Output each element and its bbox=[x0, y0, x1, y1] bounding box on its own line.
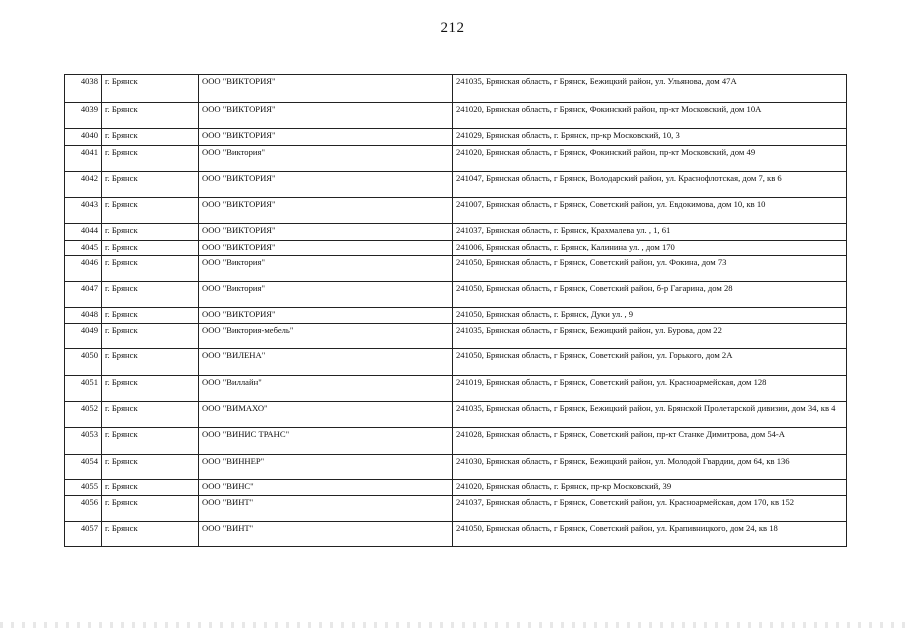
address-cell: 241020, Брянская область, г Брянск, Фокинский район, пр-кт Московский, дом 49 bbox=[453, 146, 847, 172]
row-number: 4042 bbox=[65, 172, 102, 198]
address-cell: 241007, Брянская область, г Брянск, Советский район, ул. Евдокимова, дом 10, кв 10 bbox=[453, 198, 847, 224]
row-number: 4039 bbox=[65, 103, 102, 129]
city-cell: г. Брянск bbox=[102, 480, 199, 496]
organization-cell: ООО "ВИНС" bbox=[199, 480, 453, 496]
organization-cell: ООО "ВИКТОРИЯ" bbox=[199, 129, 453, 146]
table-row bbox=[65, 428, 847, 455]
city-cell: г. Брянск bbox=[102, 75, 199, 103]
organization-cell: ООО "Виктория-мебель" bbox=[199, 324, 453, 349]
address-cell: 241047, Брянская область, г Брянск, Володарский район, ул. Краснофлотская, дом 7, кв 6 bbox=[453, 172, 847, 198]
organization-cell: ООО "ВИНТ" bbox=[199, 522, 453, 547]
row-number: 4057 bbox=[65, 522, 102, 547]
row-number: 4051 bbox=[65, 376, 102, 402]
city-cell: г. Брянск bbox=[102, 324, 199, 349]
address-cell: 241020, Брянская область, г. Брянск, пр-кр Московский, 39 bbox=[453, 480, 847, 496]
address-cell: 241037, Брянская область, г Брянск, Советский район, ул. Красноармейская, дом 170, кв 152 bbox=[453, 496, 847, 522]
table-row bbox=[65, 376, 847, 402]
table-row bbox=[65, 172, 847, 198]
table-row bbox=[65, 224, 847, 241]
city-cell: г. Брянск bbox=[102, 241, 199, 256]
table-row bbox=[65, 522, 847, 547]
city-cell: г. Брянск bbox=[102, 522, 199, 547]
address-cell: 241050, Брянская область, г Брянск, Советский район, ул. Крапивницкого, дом 24, кв 18 bbox=[453, 522, 847, 547]
address-cell: 241050, Брянская область, г Брянск, Советский район, б-р Гагарина, дом 28 bbox=[453, 282, 847, 308]
table-row bbox=[65, 349, 847, 376]
row-number: 4056 bbox=[65, 496, 102, 522]
row-number: 4041 bbox=[65, 146, 102, 172]
table-row bbox=[65, 146, 847, 172]
address-cell: 241019, Брянская область, г Брянск, Советский район, ул. Красноармейская, дом 128 bbox=[453, 376, 847, 402]
table-row bbox=[65, 75, 847, 103]
address-cell: 241035, Брянская область, г Брянск, Бежицкий район, ул. Брянской Пролетарской дивизии, дом 34, кв 4 bbox=[453, 402, 847, 428]
city-cell: г. Брянск bbox=[102, 129, 199, 146]
city-cell: г. Брянск bbox=[102, 402, 199, 428]
city-cell: г. Брянск bbox=[102, 282, 199, 308]
table-row bbox=[65, 256, 847, 282]
address-cell: 241030, Брянская область, г Брянск, Бежицкий район, ул. Молодой Гвардии, дом 64, кв 136 bbox=[453, 455, 847, 480]
row-number: 4038 bbox=[65, 75, 102, 103]
city-cell: г. Брянск bbox=[102, 428, 199, 455]
table-row bbox=[65, 496, 847, 522]
city-cell: г. Брянск bbox=[102, 103, 199, 129]
address-cell: 241050, Брянская область, г Брянск, Советский район, ул. Горького, дом 2А bbox=[453, 349, 847, 376]
row-number: 4052 bbox=[65, 402, 102, 428]
organization-cell: ООО "ВИКТОРИЯ" bbox=[199, 75, 453, 103]
organization-cell: ООО "ВИМАХО" bbox=[199, 402, 453, 428]
organization-cell: ООО "ВИННЕР" bbox=[199, 455, 453, 480]
organization-cell: ООО "Виктория" bbox=[199, 146, 453, 172]
organization-cell: ООО "Виллайн" bbox=[199, 376, 453, 402]
table-row bbox=[65, 402, 847, 428]
row-number: 4047 bbox=[65, 282, 102, 308]
organization-cell: ООО "ВИКТОРИЯ" bbox=[199, 241, 453, 256]
table-row bbox=[65, 282, 847, 308]
address-cell: 241050, Брянская область, г. Брянск, Дуки ул. , 9 bbox=[453, 308, 847, 324]
row-number: 4055 bbox=[65, 480, 102, 496]
table-row bbox=[65, 198, 847, 224]
address-cell: 241037, Брянская область, г. Брянск, Крахмалева ул. , 1, 61 bbox=[453, 224, 847, 241]
city-cell: г. Брянск bbox=[102, 308, 199, 324]
organization-cell: ООО "ВИЛЕНА" bbox=[199, 349, 453, 376]
organization-cell: ООО "Виктория" bbox=[199, 256, 453, 282]
address-cell: 241050, Брянская область, г Брянск, Советский район, ул. Фокина, дом 73 bbox=[453, 256, 847, 282]
city-cell: г. Брянск bbox=[102, 198, 199, 224]
organization-cell: ООО "ВИНТ" bbox=[199, 496, 453, 522]
address-cell: 241035, Брянская область, г Брянск, Бежицкий район, ул. Ульянова, дом 47А bbox=[453, 75, 847, 103]
organization-cell: ООО "ВИНИС ТРАНС" bbox=[199, 428, 453, 455]
city-cell: г. Брянск bbox=[102, 224, 199, 241]
table-row bbox=[65, 103, 847, 129]
city-cell: г. Брянск bbox=[102, 376, 199, 402]
table-row bbox=[65, 308, 847, 324]
address-cell: 241020, Брянская область, г Брянск, Фокинский район, пр-кт Московский, дом 10А bbox=[453, 103, 847, 129]
row-number: 4046 bbox=[65, 256, 102, 282]
address-cell: 241006, Брянская область, г. Брянск, Калинина ул. , дом 170 bbox=[453, 241, 847, 256]
page-number: 212 bbox=[440, 20, 465, 36]
organization-cell: ООО "ВИКТОРИЯ" bbox=[199, 172, 453, 198]
organization-cell: ООО "ВИКТОРИЯ" bbox=[199, 103, 453, 129]
row-number: 4050 bbox=[65, 349, 102, 376]
table-row bbox=[65, 480, 847, 496]
row-number: 4045 bbox=[65, 241, 102, 256]
row-number: 4054 bbox=[65, 455, 102, 480]
row-number: 4048 bbox=[65, 308, 102, 324]
organization-cell: ООО "Виктория" bbox=[199, 282, 453, 308]
city-cell: г. Брянск bbox=[102, 349, 199, 376]
table-row bbox=[65, 129, 847, 146]
address-cell: 241029, Брянская область, г. Брянск, пр-кр Московский, 10, 3 bbox=[453, 129, 847, 146]
row-number: 4043 bbox=[65, 198, 102, 224]
city-cell: г. Брянск bbox=[102, 256, 199, 282]
city-cell: г. Брянск bbox=[102, 496, 199, 522]
row-number: 4040 bbox=[65, 129, 102, 146]
address-cell: 241035, Брянская область, г Брянск, Бежицкий район, ул. Бурова, дом 22 bbox=[453, 324, 847, 349]
address-cell: 241028, Брянская область, г Брянск, Советский район, пр-кт Станке Димитрова, дом 54-А bbox=[453, 428, 847, 455]
table-row bbox=[65, 241, 847, 256]
registry-table bbox=[64, 74, 847, 547]
organization-cell: ООО "ВИКТОРИЯ" bbox=[199, 198, 453, 224]
row-number: 4044 bbox=[65, 224, 102, 241]
city-cell: г. Брянск bbox=[102, 455, 199, 480]
scan-noise bbox=[0, 622, 905, 628]
organization-cell: ООО "ВИКТОРИЯ" bbox=[199, 224, 453, 241]
table-row bbox=[65, 324, 847, 349]
organization-cell: ООО "ВИКТОРИЯ" bbox=[199, 308, 453, 324]
city-cell: г. Брянск bbox=[102, 146, 199, 172]
row-number: 4053 bbox=[65, 428, 102, 455]
table-row bbox=[65, 455, 847, 480]
row-number: 4049 bbox=[65, 324, 102, 349]
city-cell: г. Брянск bbox=[102, 172, 199, 198]
